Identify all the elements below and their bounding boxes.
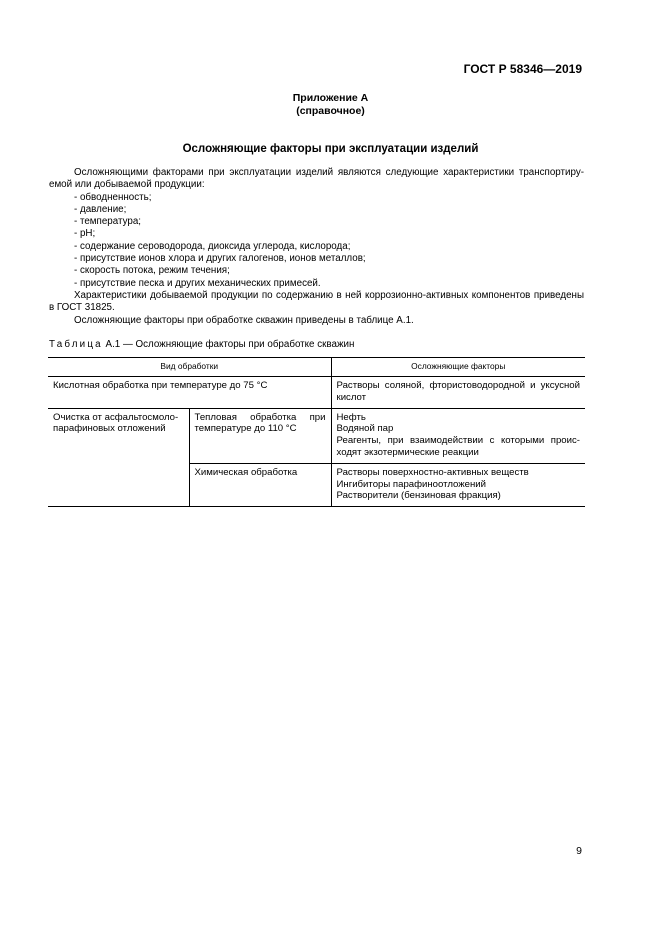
annex-title: Приложение А bbox=[292, 92, 369, 104]
table-row bbox=[48, 408, 585, 463]
list-item: - присутствие песка и других механических примесей. bbox=[74, 277, 321, 289]
intro-paragraph: Осложняющими факторами при эксплуатации изделий являются следующие характеристики транспортируемой или добываемой продукции: bbox=[49, 167, 584, 191]
factor-line: Водяной пар bbox=[336, 423, 394, 435]
factors-table bbox=[48, 357, 585, 507]
table-row bbox=[48, 377, 585, 409]
table-caption-label: Таблица bbox=[49, 339, 103, 350]
table-caption bbox=[49, 339, 354, 350]
factor-line: Ингибиторы парафиноотложений bbox=[336, 478, 487, 490]
cell-thermal-method: Тепловая обработка при температуре до 110 °С bbox=[189, 408, 331, 463]
annex-status: (справочное) bbox=[296, 105, 365, 117]
header-treatment: Вид обработки bbox=[48, 358, 331, 377]
list-item: - присутствие ионов хлора и других галогенов, ионов металлов; bbox=[74, 253, 366, 265]
gost-reference-paragraph: Характеристики добываемой продукции по содержанию в ней коррозионно-активных компонентов приведены в ГОСТ 31825. bbox=[49, 289, 584, 314]
table-reference-paragraph: Осложняющие факторы при обработке скважин приведены в таблице А.1. bbox=[74, 314, 414, 326]
cell-chemical-method: Химическая обработка bbox=[189, 463, 331, 506]
factor-line: Растворители (бензиновая фракция) bbox=[336, 490, 501, 502]
body-text bbox=[49, 167, 584, 327]
list-item: - обводненность; bbox=[74, 191, 152, 203]
cell-acid-treatment: Кислотная обработка при температуре до 75 °С bbox=[48, 377, 331, 409]
standard-id: ГОСТ Р 58346—2019 bbox=[463, 62, 582, 76]
list-item: - содержание сероводорода, диоксида углерода, кислорода; bbox=[74, 240, 351, 252]
header-factors: Осложняющие факторы bbox=[331, 358, 585, 377]
list-item: - давление; bbox=[74, 203, 127, 215]
cell-thermal-factors bbox=[331, 408, 585, 463]
list-item: - температура; bbox=[74, 216, 141, 228]
list-item: - скорость потока, режим течения; bbox=[74, 265, 230, 277]
page-number: 9 bbox=[576, 845, 582, 857]
table-caption-text: А.1 — Осложняющие факторы при обработке скважин bbox=[102, 339, 355, 350]
list-item: - pH; bbox=[74, 228, 96, 240]
cell-acid-factors: Растворы соляной, фтористоводородной и уксусной кислот bbox=[331, 377, 585, 409]
factor-line: Растворы поверхностно-активных веществ bbox=[336, 466, 529, 478]
cell-cleaning-group: Очистка от асфальтосмолопарафиновых отложений bbox=[48, 408, 189, 507]
factor-line: Нефть bbox=[336, 411, 366, 423]
cell-chemical-factors bbox=[331, 463, 585, 506]
section-title: Осложняющие факторы при эксплуатации изделий bbox=[182, 143, 479, 155]
annex-heading bbox=[0, 92, 661, 118]
factors-list bbox=[49, 192, 584, 290]
factor-line: Реагенты, при взаимодействии с которыми происходят экзотермические реакции bbox=[336, 435, 580, 458]
table-header-row bbox=[48, 358, 585, 377]
